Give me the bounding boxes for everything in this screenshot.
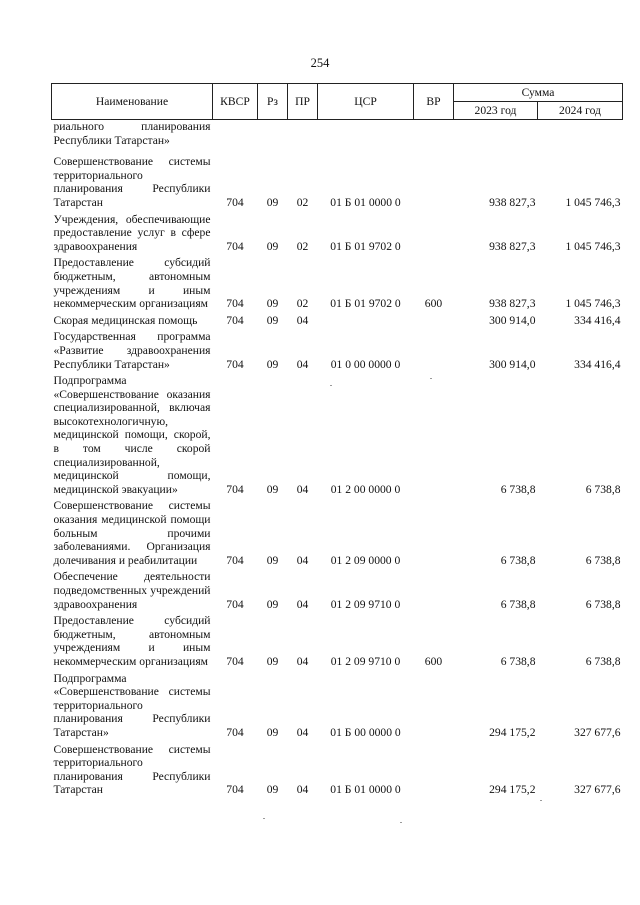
row-kvsr: 704	[226, 783, 244, 797]
row-vr	[414, 373, 454, 498]
header-csr: ЦСР	[318, 84, 414, 120]
row-csr: 01 Б 01 0000 0	[330, 783, 401, 797]
row-sum-2024: 1 045 746,3	[565, 297, 621, 311]
row-kvsr: 704	[226, 482, 244, 496]
row-name: Подпрограмма «Совершенствование оказания специализированной, включая высокотехнологичную, медицинской помощи, скорой, в том числе скорой специализированной, медицинской помощи, медицинской эвакуации»	[53, 374, 211, 496]
row-name: Совершенствование системы территориального планирования Республики Татарстан	[53, 742, 211, 797]
row-kvsr: 704	[226, 357, 244, 371]
table-row	[52, 212, 623, 256]
scan-speck	[540, 800, 542, 801]
row-kvsr: 704	[226, 597, 244, 611]
row-csr: 01 2 00 0000 0	[330, 482, 401, 496]
row-name: Предоставление субсидий бюджетным, автономным учреждениям и иным некоммерческим организациям	[53, 256, 211, 311]
row-sum-2023: 938 827,3	[489, 195, 536, 209]
row-csr	[318, 313, 414, 330]
table-header	[52, 84, 623, 120]
row-sum-2023: 300 914,0	[489, 357, 536, 371]
scan-speck	[400, 822, 402, 823]
row-sum-2024: 327 677,6	[574, 725, 621, 739]
table-row	[52, 373, 623, 498]
row-vr: 600	[424, 654, 443, 668]
row-rz: 09	[266, 357, 279, 371]
row-csr: 01 2 09 9710 0	[330, 597, 401, 611]
row-vr	[414, 120, 454, 150]
table-row	[52, 613, 623, 670]
row-sum-2024: 6 738,8	[585, 654, 621, 668]
row-vr	[414, 671, 454, 742]
page-number: 254	[310, 56, 330, 70]
row-vr	[414, 149, 454, 211]
row-vr: 600	[424, 297, 443, 311]
row-sum-2023	[454, 120, 538, 150]
header-vr: ВР	[414, 84, 454, 120]
header-rz: Рз	[258, 84, 288, 120]
header-name: Наименование	[52, 84, 213, 120]
table-row	[52, 742, 623, 799]
row-csr: 01 0 00 0000 0	[330, 357, 401, 371]
row-vr	[414, 329, 454, 373]
row-rz: 09	[266, 239, 279, 253]
row-pr: 04	[296, 783, 309, 797]
row-kvsr: 704	[226, 195, 244, 209]
row-sum-2023: 294 175,2	[489, 783, 536, 797]
row-pr: 04	[296, 725, 309, 739]
row-csr: 01 2 09 0000 0	[330, 553, 401, 567]
row-name: Государственная программа «Развитие здравоохранения Республики Татарстан»	[53, 330, 211, 371]
row-rz: 09	[266, 313, 279, 327]
row-kvsr: 704	[226, 553, 244, 567]
row-sum-2024: 334 416,4	[574, 313, 621, 327]
header-year-2024: 2024 год	[538, 102, 623, 120]
row-pr: 04	[296, 313, 309, 327]
row-kvsr: 704	[226, 313, 244, 327]
row-rz: 09	[266, 297, 279, 311]
row-sum-2024: 6 738,8	[585, 553, 621, 567]
row-sum-2024: 334 416,4	[574, 357, 621, 371]
row-kvsr: 704	[226, 297, 244, 311]
row-pr: 02	[296, 239, 309, 253]
table-row	[52, 255, 623, 312]
row-name: риального планирования Республики Татарстан»	[53, 120, 211, 147]
row-sum-2023: 6 738,8	[500, 654, 536, 668]
row-pr: 02	[296, 297, 309, 311]
row-kvsr: 704	[226, 239, 244, 253]
row-sum-2023: 938 827,3	[489, 297, 536, 311]
row-pr: 04	[296, 553, 309, 567]
row-sum-2024: 327 677,6	[574, 783, 621, 797]
row-sum-2023: 294 175,2	[489, 725, 536, 739]
row-pr: 04	[296, 597, 309, 611]
row-name: Совершенствование системы оказания медицинской помощи больным прочими заболеваниями. Организация долечивания и реабилитации	[53, 499, 211, 567]
row-vr	[414, 569, 454, 613]
row-rz: 09	[266, 553, 279, 567]
row-rz: 09	[266, 482, 279, 496]
row-rz: 09	[266, 725, 279, 739]
row-csr: 01 2 09 9710 0	[330, 654, 401, 668]
header-sum: Сумма	[454, 84, 623, 102]
row-rz: 09	[266, 597, 279, 611]
table-row	[52, 498, 623, 569]
table-row	[52, 671, 623, 742]
row-rz: 09	[266, 783, 279, 797]
table-row	[52, 569, 623, 613]
row-sum-2023: 6 738,8	[500, 553, 536, 567]
row-kvsr: 704	[226, 654, 244, 668]
scan-speck	[430, 378, 432, 379]
row-sum-2024: 6 738,8	[585, 597, 621, 611]
header-pr: ПР	[288, 84, 318, 120]
header-kvsr: КВСР	[213, 84, 258, 120]
row-name: Обеспечение деятельности подведомственных учреждений здравоохранения	[53, 570, 211, 611]
row-rz: 09	[266, 654, 279, 668]
row-csr: 01 Б 00 0000 0	[330, 725, 401, 739]
row-sum-2024: 1 045 746,3	[565, 239, 621, 253]
row-rz	[258, 120, 288, 150]
table-body	[52, 120, 623, 799]
row-name: Совершенствование системы территориального планирования Республики Татарстан	[53, 155, 211, 209]
row-name: Подпрограмма «Совершенствование системы территориального планирования Республики Татарстан»	[53, 671, 211, 739]
row-name: Предоставление субсидий бюджетным, автономным учреждениям и иным некоммерческим организациям	[53, 614, 211, 668]
row-vr	[414, 212, 454, 256]
row-kvsr	[213, 120, 258, 150]
row-sum-2024: 1 045 746,3	[565, 195, 621, 209]
row-kvsr: 704	[226, 725, 244, 739]
row-pr: 04	[296, 482, 309, 496]
table-row	[52, 149, 623, 211]
row-sum-2023: 6 738,8	[500, 597, 536, 611]
table-row	[52, 313, 623, 330]
row-sum-2024	[538, 120, 623, 150]
row-vr	[414, 742, 454, 799]
row-pr: 02	[296, 195, 309, 209]
row-pr: 04	[296, 654, 309, 668]
scan-speck	[263, 818, 265, 819]
row-csr: 01 Б 01 9702 0	[330, 297, 401, 311]
row-name: Скорая медицинская помощь	[53, 313, 198, 327]
scan-speck	[330, 385, 332, 386]
table-row	[52, 120, 623, 150]
row-sum-2023: 6 738,8	[500, 482, 536, 496]
budget-table	[51, 83, 623, 799]
row-csr	[318, 120, 414, 150]
row-pr: 04	[296, 357, 309, 371]
row-sum-2023: 938 827,3	[489, 239, 536, 253]
row-pr	[288, 120, 318, 150]
row-vr	[414, 498, 454, 569]
row-vr	[414, 313, 454, 330]
row-sum-2023: 300 914,0	[489, 313, 536, 327]
row-name: Учреждения, обеспечивающие предоставление услуг в сфере здравоохранения	[53, 212, 211, 253]
table-row	[52, 329, 623, 373]
row-sum-2024: 6 738,8	[585, 482, 621, 496]
row-rz: 09	[266, 195, 279, 209]
row-csr: 01 Б 01 0000 0	[330, 195, 401, 209]
row-csr: 01 Б 01 9702 0	[330, 239, 401, 253]
header-year-2023: 2023 год	[454, 102, 538, 120]
